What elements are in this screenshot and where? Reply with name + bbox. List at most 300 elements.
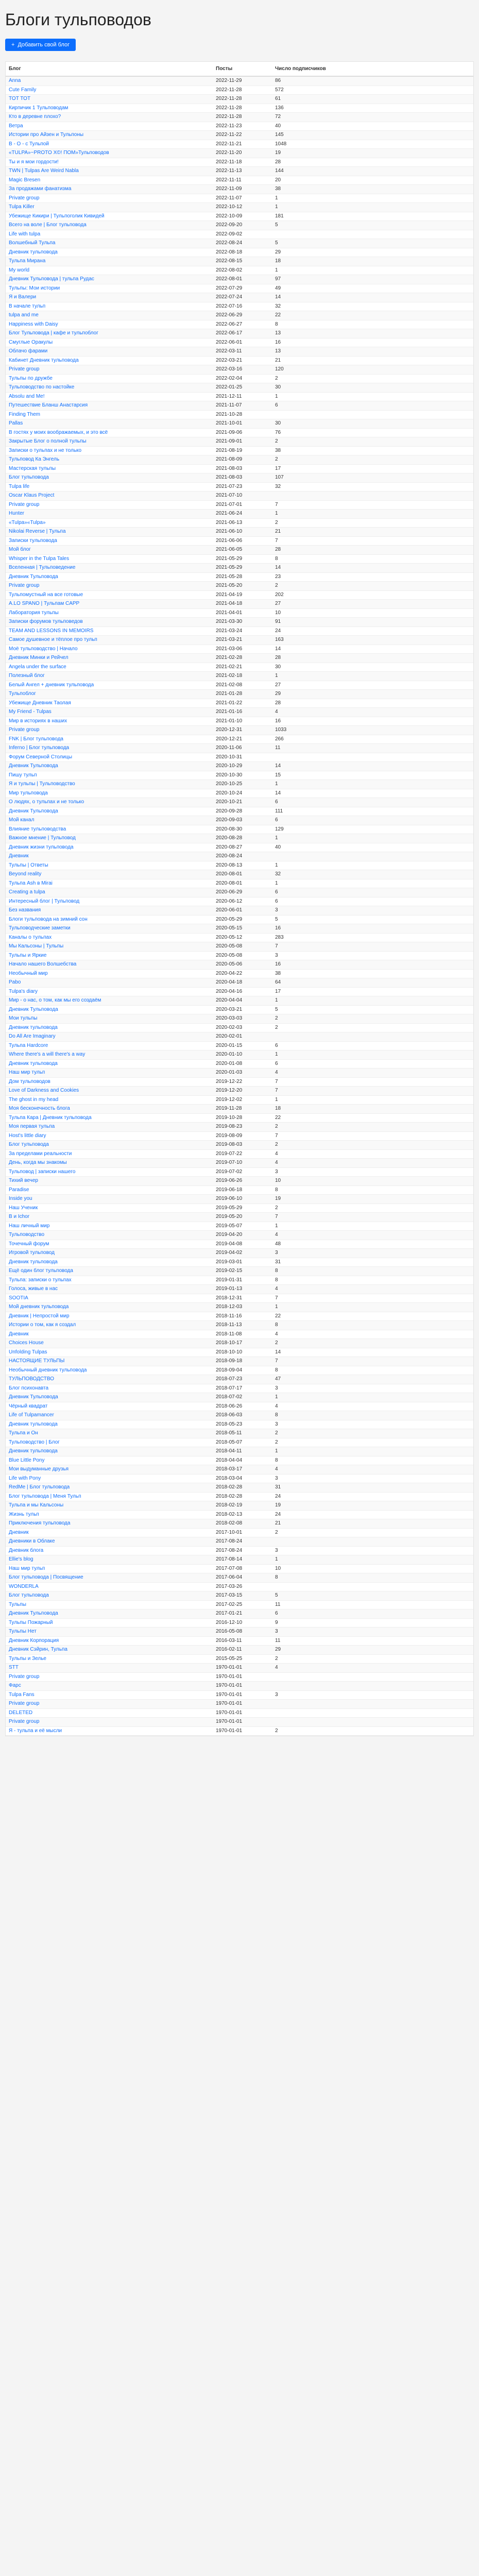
blog-link[interactable]: Голоса, живые в нас bbox=[9, 1286, 58, 1292]
last-post-date: 2018-10-10 bbox=[213, 1348, 272, 1357]
blog-link[interactable]: Волшебный Тульпа bbox=[9, 240, 56, 246]
last-post-date: 2022-11-29 bbox=[213, 76, 272, 86]
blog-link[interactable]: Тульпа Кара | Дневник тульповода bbox=[9, 1114, 92, 1121]
table-row bbox=[6, 1411, 473, 1420]
blog-name-cell bbox=[6, 582, 213, 591]
blog-link[interactable]: Наш мир тульп bbox=[9, 1565, 45, 1571]
blog-name-cell bbox=[6, 1303, 213, 1312]
last-post-date: 2017-08-14 bbox=[213, 1555, 272, 1565]
subscriber-count: 1 bbox=[272, 510, 473, 519]
blog-link[interactable]: Блог тульповода bbox=[9, 474, 49, 480]
blog-link[interactable]: Мой канал bbox=[9, 817, 35, 823]
column-header-posts[interactable]: Посты bbox=[213, 62, 272, 76]
blog-link[interactable]: Тульпоблог bbox=[9, 691, 36, 697]
last-post-date: 1970-01-01 bbox=[213, 1700, 272, 1709]
blog-link[interactable]: Дневник Тульповода bbox=[9, 808, 58, 814]
blog-link[interactable]: A.LO SPANO | Тульпам CAPP bbox=[9, 601, 80, 606]
blog-link[interactable]: Тульпы по дружбе bbox=[9, 375, 53, 381]
subscriber-count bbox=[272, 1708, 473, 1718]
blog-link[interactable]: Облачо фарами bbox=[9, 348, 48, 354]
blog-link[interactable]: Тульпа Мирана bbox=[9, 258, 46, 264]
blog-link[interactable]: Фарс bbox=[9, 1683, 21, 1688]
blog-link[interactable]: Тульповодство bbox=[9, 1232, 45, 1238]
blog-link[interactable]: Блог тульповода bbox=[9, 1592, 49, 1598]
blog-link[interactable]: Дневник тульповода bbox=[9, 1060, 58, 1066]
blog-link[interactable]: Блог тульповода bbox=[9, 1142, 49, 1147]
last-post-date: 2017-01-21 bbox=[213, 1609, 272, 1619]
table-row bbox=[6, 879, 473, 888]
blog-link[interactable]: Дневник жизни тульповода bbox=[9, 844, 74, 850]
blog-link[interactable]: Дневник bbox=[9, 853, 29, 859]
blog-link[interactable]: Мастерская тульпы bbox=[9, 465, 56, 471]
blog-link[interactable]: Интересный блог | Тульповод bbox=[9, 898, 80, 904]
subscriber-count: 136 bbox=[272, 104, 473, 113]
blog-link[interactable]: Ты и я мои гордости! bbox=[9, 159, 59, 165]
blog-name-cell bbox=[6, 347, 213, 357]
blog-link[interactable]: Тульповодство по настойке bbox=[9, 384, 75, 390]
blog-link[interactable]: Самое душевное и тёплое про тульп bbox=[9, 637, 97, 642]
blog-link[interactable]: Host's little diary bbox=[9, 1132, 46, 1139]
blog-link[interactable]: Тульпа Hardcore bbox=[9, 1042, 48, 1048]
subscriber-count: 20 bbox=[272, 176, 473, 185]
blog-link[interactable]: RedMe | Блог тульповода bbox=[9, 1484, 70, 1490]
subscriber-count: 8 bbox=[272, 1276, 473, 1285]
blog-link[interactable]: Жизнь тульп bbox=[9, 1511, 39, 1517]
last-post-date: 2021-09-01 bbox=[213, 437, 272, 447]
blog-name-cell bbox=[6, 1456, 213, 1465]
blog-link[interactable]: Мир тульповода bbox=[9, 790, 48, 796]
last-post-date: 2020-09-03 bbox=[213, 816, 272, 825]
blog-link[interactable]: FNK | Блог тульповода bbox=[9, 736, 63, 742]
blog-link[interactable]: Тульпа и Он bbox=[9, 1430, 38, 1436]
column-header-blog[interactable]: Блог bbox=[6, 62, 213, 76]
table-row bbox=[6, 383, 473, 393]
blog-link[interactable]: Тихий вечер bbox=[9, 1178, 38, 1183]
last-post-date: 2021-08-19 bbox=[213, 446, 272, 455]
blog-link[interactable]: Blue Little Pony bbox=[9, 1457, 45, 1463]
last-post-date: 2021-08-03 bbox=[213, 464, 272, 473]
blog-link[interactable]: Форум Северной Столицы bbox=[9, 754, 73, 760]
blog-link[interactable]: Anna bbox=[9, 78, 21, 83]
blog-link[interactable]: Дневник bbox=[9, 1331, 29, 1337]
blog-link[interactable]: Истории о том, как я создал bbox=[9, 1322, 76, 1328]
blog-link[interactable]: Я и тульпы | Тульповодство bbox=[9, 781, 75, 787]
blog-name-cell bbox=[6, 383, 213, 393]
blog-link[interactable]: В и Ichor bbox=[9, 1214, 30, 1219]
blog-link[interactable]: Мои выдуманные друзья bbox=[9, 1466, 69, 1472]
blog-name-cell bbox=[6, 1700, 213, 1709]
blog-link[interactable]: Paradise bbox=[9, 1187, 29, 1193]
blog-link[interactable]: Inferno | Блог тульповода bbox=[9, 745, 70, 751]
blog-link[interactable]: Private group bbox=[9, 195, 40, 201]
blog-link[interactable]: Вселенная | Тульповедение bbox=[9, 565, 76, 570]
blog-link[interactable]: Ещё один блог тульповода bbox=[9, 1268, 73, 1274]
last-post-date: 2019-12-20 bbox=[213, 1087, 272, 1096]
blog-link[interactable]: Полезный блог bbox=[9, 673, 45, 679]
blog-link[interactable]: Моё тульповодство | Начало bbox=[9, 646, 78, 652]
blog-link[interactable]: Наш Ученик bbox=[9, 1205, 38, 1211]
blog-link[interactable]: НАСТОЯЩИЕ ТУЛЬПЫ bbox=[9, 1358, 65, 1364]
blog-link[interactable]: Pallas bbox=[9, 420, 23, 426]
blog-link[interactable]: Life with tulpa bbox=[9, 231, 41, 237]
blog-link[interactable]: Ветра bbox=[9, 123, 23, 129]
blog-link[interactable]: Наш мир тульп bbox=[9, 1070, 45, 1075]
table-row bbox=[6, 518, 473, 528]
blog-link[interactable]: За продажами фанатизма bbox=[9, 186, 72, 192]
table-row bbox=[6, 618, 473, 627]
blog-link[interactable]: Мой блог bbox=[9, 547, 31, 552]
blog-link[interactable]: Мои тульпы bbox=[9, 1015, 38, 1021]
blog-link[interactable]: Choices House bbox=[9, 1340, 44, 1346]
blog-name-cell bbox=[6, 1618, 213, 1628]
blog-link[interactable]: Private group bbox=[9, 583, 40, 588]
blog-link[interactable]: TEAM AND LESSONS IN MEMOIRS bbox=[9, 628, 94, 634]
blog-link[interactable]: Точечный форум bbox=[9, 1241, 49, 1247]
blog-link[interactable]: WONDERLA bbox=[9, 1583, 39, 1589]
blog-link[interactable]: Дневник тульповода bbox=[9, 249, 58, 255]
blog-link[interactable]: Дом тульповодов bbox=[9, 1078, 50, 1084]
subscriber-count: 572 bbox=[272, 86, 473, 95]
blog-link[interactable]: Закрытые Блог о полной тульпы bbox=[9, 438, 87, 444]
subscriber-count: 18 bbox=[272, 1105, 473, 1114]
blog-link[interactable]: Моя первая тульпа bbox=[9, 1124, 55, 1129]
blog-link[interactable]: Дневник Тульповода bbox=[9, 573, 58, 580]
blog-link[interactable]: Смуглые Оракулы bbox=[9, 339, 53, 345]
blog-link[interactable]: Private group bbox=[9, 1673, 40, 1680]
blog-link[interactable]: Дневник Тульповода bbox=[9, 1611, 58, 1616]
last-post-date: 2020-12-31 bbox=[213, 726, 272, 735]
blog-link[interactable]: Дневник тульповода bbox=[9, 1421, 58, 1427]
blog-link[interactable]: Тульпа: записки о тульпах bbox=[9, 1277, 72, 1283]
last-post-date: 2019-05-20 bbox=[213, 1213, 272, 1222]
blog-link[interactable]: Белый Ангел + дневник тульповода bbox=[9, 682, 94, 688]
blog-name-cell bbox=[6, 510, 213, 519]
table-row bbox=[6, 996, 473, 1006]
blog-name-cell bbox=[6, 1141, 213, 1150]
blog-name-cell bbox=[6, 834, 213, 843]
blog-link[interactable]: Inside you bbox=[9, 1196, 32, 1201]
blog-link[interactable]: Дневник блога bbox=[9, 1547, 44, 1553]
last-post-date: 2020-03-03 bbox=[213, 1014, 272, 1024]
blog-link[interactable]: Дневник тульповода bbox=[9, 1448, 58, 1454]
table-row bbox=[6, 122, 473, 131]
blog-name-cell bbox=[6, 1708, 213, 1718]
blog-link[interactable]: My Friend - Tulpas bbox=[9, 709, 52, 715]
blog-link[interactable]: Дневник Корпорация bbox=[9, 1637, 59, 1643]
subscriber-count: 48 bbox=[272, 1240, 473, 1249]
blog-link[interactable]: Необычный дневник тульповода bbox=[9, 1367, 87, 1373]
blog-link[interactable]: «Tulpa»«Tulpa» bbox=[9, 519, 46, 526]
last-post-date: 2020-09-28 bbox=[213, 807, 272, 816]
blog-link[interactable]: Дневник | Непростой мир bbox=[9, 1313, 70, 1319]
blog-link[interactable]: Игровой тульповод bbox=[9, 1250, 55, 1256]
last-post-date: 2020-01-03 bbox=[213, 1069, 272, 1078]
blog-link[interactable]: Приключения тульповода bbox=[9, 1520, 71, 1526]
last-post-date: 2022-07-16 bbox=[213, 302, 272, 311]
last-post-date: 2020-08-28 bbox=[213, 834, 272, 843]
page-title: Блоги тульповодов bbox=[5, 10, 151, 29]
blog-link[interactable]: Убежище Кикири | Тульпоголик Кивидей bbox=[9, 213, 105, 219]
blog-link[interactable]: Дневник тульповода bbox=[9, 1259, 58, 1265]
subscriber-count: 111 bbox=[272, 807, 473, 816]
blog-link[interactable]: Pabo bbox=[9, 979, 21, 985]
blog-link[interactable]: Where there's a will there's a way bbox=[9, 1052, 85, 1057]
blog-link[interactable]: Блог тульповода | Меня Тульп bbox=[9, 1493, 81, 1499]
table-row bbox=[6, 221, 473, 230]
subscriber-count: 3 bbox=[272, 951, 473, 960]
blog-name-cell bbox=[6, 690, 213, 699]
blog-link[interactable]: Private group bbox=[9, 366, 40, 372]
blog-link[interactable]: Unfolding Tulpas bbox=[9, 1349, 47, 1355]
blog-link[interactable]: Чёрный квадрат bbox=[9, 1403, 48, 1409]
blog-link[interactable]: Необычный мир bbox=[9, 970, 48, 976]
blog-name-cell bbox=[6, 492, 213, 501]
blog-link[interactable]: Дневник тульповода bbox=[9, 1024, 58, 1030]
subscriber-count: 1 bbox=[272, 1222, 473, 1231]
blog-name-cell bbox=[6, 1177, 213, 1186]
blog-name-cell bbox=[6, 942, 213, 952]
blog-link[interactable]: Private group bbox=[9, 501, 40, 507]
subscriber-count: 23 bbox=[272, 572, 473, 582]
blog-link[interactable]: Блоги тульповода на зимний сон bbox=[9, 916, 88, 922]
blog-link[interactable]: В - О - с Тульпой bbox=[9, 141, 49, 147]
blog-link[interactable]: Убежище Дневник Таолая bbox=[9, 700, 71, 706]
last-post-date: 2016-12-10 bbox=[213, 1618, 272, 1628]
blog-link[interactable]: Влияние тульповодства bbox=[9, 826, 66, 832]
blog-link[interactable]: Путешествие Бланш Анастарсия bbox=[9, 402, 88, 408]
blog-name-cell bbox=[6, 1537, 213, 1547]
blog-name-cell bbox=[6, 572, 213, 582]
blog-link[interactable]: Важное мнение | Тульповод bbox=[9, 835, 76, 841]
blog-link[interactable]: Дневник Тульповода bbox=[9, 763, 58, 769]
last-post-date: 2021-07-01 bbox=[213, 500, 272, 510]
table-row bbox=[6, 1718, 473, 1727]
blog-link[interactable]: Ellie's blog bbox=[9, 1556, 33, 1562]
blog-link[interactable]: SOOTIA bbox=[9, 1295, 28, 1301]
blog-name-cell bbox=[6, 419, 213, 429]
last-post-date: 2019-06-18 bbox=[213, 1185, 272, 1195]
blog-link[interactable]: Дневник Тульповода bbox=[9, 1006, 58, 1012]
last-post-date: 2021-02-21 bbox=[213, 663, 272, 672]
table-row bbox=[6, 1231, 473, 1240]
table-row bbox=[6, 1204, 473, 1213]
blog-link[interactable]: Дневник Минки и Рейчел bbox=[9, 655, 69, 660]
subscriber-count: 1 bbox=[272, 834, 473, 843]
blog-name-cell bbox=[6, 762, 213, 771]
blog-link[interactable]: Блог Тульповода | кафе и тульпоблог bbox=[9, 330, 98, 336]
blog-link[interactable]: Мой дневник тульповода bbox=[9, 1304, 69, 1310]
blog-link[interactable]: Кто в деревне плохо? bbox=[9, 114, 61, 120]
blog-link[interactable]: Love of Darkness and Cookies bbox=[9, 1088, 79, 1093]
blog-link[interactable]: Private group bbox=[9, 1719, 40, 1724]
blog-link[interactable]: Тульпы | Ответы bbox=[9, 862, 48, 868]
blog-link[interactable]: My world bbox=[9, 267, 30, 273]
blog-link[interactable]: Моя бесконечность блога bbox=[9, 1106, 70, 1111]
blog-link[interactable]: Записки тульповода bbox=[9, 537, 57, 544]
blog-link[interactable]: Мир в историях в наших bbox=[9, 718, 67, 724]
subscriber-count: 5 bbox=[272, 1005, 473, 1014]
last-post-date: 2018-02-13 bbox=[213, 1510, 272, 1519]
blog-link[interactable]: DELETED bbox=[9, 1709, 33, 1716]
subscriber-count: 7 bbox=[272, 1357, 473, 1366]
blog-link[interactable]: Finding Them bbox=[9, 411, 40, 417]
blog-link[interactable]: Тульпы и Зелье bbox=[9, 1655, 46, 1662]
blog-link[interactable]: Начало нашего Волшебства bbox=[9, 961, 77, 967]
blog-link[interactable]: Absolu and Me! bbox=[9, 393, 45, 399]
blog-link[interactable]: Nikolai Reverse | Тульпа bbox=[9, 529, 66, 534]
column-header-subscribers[interactable]: Число подписчиков bbox=[272, 62, 473, 76]
table-row bbox=[6, 311, 473, 320]
blog-link[interactable]: TWN | Tulpas Are Weird Nabla bbox=[9, 168, 79, 174]
blog-link[interactable]: Дневник Сэйрин, Тульпа bbox=[9, 1647, 67, 1652]
blog-link[interactable]: STT bbox=[9, 1665, 19, 1670]
blog-link[interactable]: Private group bbox=[9, 1701, 40, 1706]
blog-link[interactable]: В начале тульп bbox=[9, 303, 46, 309]
blog-link[interactable]: За пределами реальности bbox=[9, 1150, 72, 1157]
blog-link[interactable]: Записки о тульпах и не только bbox=[9, 447, 82, 453]
blog-name-cell bbox=[6, 608, 213, 618]
blog-link[interactable]: Мир - о нас, о том, как мы его создаём bbox=[9, 997, 101, 1003]
blog-link[interactable]: Всего на воле | Блог тульповода bbox=[9, 222, 87, 228]
subscriber-count: 1 bbox=[272, 672, 473, 681]
blog-name-cell bbox=[6, 1546, 213, 1555]
add-blog-button[interactable] bbox=[5, 39, 76, 51]
last-post-date: 2015-05-25 bbox=[213, 1654, 272, 1664]
blog-link[interactable]: Тульпомустный на все готовые bbox=[9, 591, 83, 598]
subscriber-count: 32 bbox=[272, 870, 473, 879]
blog-link[interactable]: TOT TOT bbox=[9, 96, 31, 101]
blog-link[interactable]: Cute Family bbox=[9, 87, 37, 93]
blog-link[interactable]: Private group bbox=[9, 727, 40, 733]
blog-link[interactable]: Тульповод Ка Энгель bbox=[9, 456, 60, 462]
table-row bbox=[6, 104, 473, 113]
last-post-date: 2020-10-21 bbox=[213, 798, 272, 807]
blog-link[interactable]: Кабинет Дневник тульповода bbox=[9, 357, 79, 363]
table-row bbox=[6, 293, 473, 302]
last-post-date: 2022-08-01 bbox=[213, 275, 272, 284]
blog-link[interactable]: О людях, о тульпах и не только bbox=[9, 799, 84, 805]
blog-link[interactable]: Тульпы bbox=[9, 1601, 26, 1607]
table-row bbox=[6, 194, 473, 203]
blog-name-cell bbox=[6, 1285, 213, 1294]
blog-link[interactable]: Oscar Klaus Project bbox=[9, 493, 55, 498]
blog-link[interactable]: Кирпичик 1 Тульповодам bbox=[9, 105, 69, 111]
table-row bbox=[6, 672, 473, 681]
blog-link[interactable]: Мы Кальсоны | Тульпы bbox=[9, 943, 64, 949]
last-post-date: 2017-07-08 bbox=[213, 1564, 272, 1573]
blog-link[interactable]: В гостях у моих воображаемых, и это всё bbox=[9, 429, 108, 435]
table-row bbox=[6, 960, 473, 970]
blog-link[interactable]: Life with Pony bbox=[9, 1475, 41, 1481]
blog-link[interactable]: Истории про Айзен и Тульпоны bbox=[9, 132, 84, 138]
last-post-date: 2022-11-11 bbox=[213, 176, 272, 185]
blog-link[interactable]: Do All Are Imaginary bbox=[9, 1033, 56, 1039]
blog-link[interactable]: Дневник bbox=[9, 1529, 29, 1535]
last-post-date: 2022-11-22 bbox=[213, 131, 272, 140]
subscriber-count: 30 bbox=[272, 383, 473, 393]
blog-link[interactable]: Наш личный мир bbox=[9, 1223, 50, 1229]
last-post-date: 2018-09-04 bbox=[213, 1366, 272, 1375]
blog-link[interactable]: Дневник Тульповода | тульпа Рудас bbox=[9, 276, 94, 282]
blog-name-cell bbox=[6, 1330, 213, 1339]
blog-name-cell bbox=[6, 1032, 213, 1042]
blog-link[interactable]: Пишу тульп bbox=[9, 772, 37, 778]
blog-link[interactable]: Тульпа и мы Кальсоны bbox=[9, 1502, 64, 1508]
blog-link[interactable]: Life of Tulpamancer bbox=[9, 1412, 54, 1418]
blog-link[interactable]: Я - тульпа и её мысли bbox=[9, 1727, 62, 1734]
blog-link[interactable]: Angela under the surface bbox=[9, 664, 66, 670]
subscriber-count: 3 bbox=[272, 1167, 473, 1177]
table-row bbox=[6, 266, 473, 275]
blog-name-cell bbox=[6, 1474, 213, 1483]
table-row bbox=[6, 1330, 473, 1339]
blog-link[interactable]: Tulpa life bbox=[9, 483, 30, 489]
blog-name-cell bbox=[6, 500, 213, 510]
blog-link[interactable]: Creating a tulpa bbox=[9, 889, 45, 895]
blog-link[interactable]: Тульпы: Мои истории bbox=[9, 285, 60, 291]
blog-link[interactable]: Дневник Тульповода bbox=[9, 1394, 58, 1400]
blog-link[interactable]: Happiness with Daisy bbox=[9, 321, 58, 327]
blog-link[interactable]: Тульпа Ash в Mirai bbox=[9, 880, 53, 886]
last-post-date: 2020-10-31 bbox=[213, 753, 272, 762]
blog-link[interactable]: Tulpa Fans bbox=[9, 1691, 35, 1698]
blog-link[interactable]: Magic Bresen bbox=[9, 177, 41, 183]
blog-link[interactable]: Тульповодство | Блог bbox=[9, 1439, 60, 1445]
blog-link[interactable]: Лаборатория тульпы bbox=[9, 609, 59, 616]
blog-link[interactable]: Тульпы Пожарный bbox=[9, 1619, 53, 1625]
last-post-date: 2021-06-06 bbox=[213, 536, 272, 546]
table-row bbox=[6, 1456, 473, 1465]
blog-link[interactable]: The ghost in my head bbox=[9, 1096, 59, 1103]
blog-link[interactable]: Whisper in the Tulpa Tales bbox=[9, 555, 70, 562]
blog-link[interactable]: Beyond reality bbox=[9, 871, 42, 877]
blog-link[interactable]: Тульповод | записки нашего bbox=[9, 1168, 76, 1175]
blog-name-cell bbox=[6, 320, 213, 329]
subscriber-count: 29 bbox=[272, 248, 473, 257]
subscriber-count: 2 bbox=[272, 374, 473, 383]
blog-name-cell bbox=[6, 1069, 213, 1078]
blog-link[interactable]: ТУЛЬПОВОДСТВО bbox=[9, 1376, 55, 1382]
blog-name-cell bbox=[6, 1528, 213, 1537]
blog-link[interactable]: Тульпы Нет bbox=[9, 1629, 37, 1634]
blog-name-cell bbox=[6, 1366, 213, 1375]
table-row bbox=[6, 1438, 473, 1447]
last-post-date: 2021-02-18 bbox=[213, 672, 272, 681]
blog-link[interactable]: День, когда мы знакомы bbox=[9, 1160, 67, 1165]
table-row bbox=[6, 428, 473, 437]
subscriber-count: 7 bbox=[272, 1087, 473, 1096]
blog-link[interactable]: Блог психонавта bbox=[9, 1385, 49, 1391]
subscriber-count: 21 bbox=[272, 1519, 473, 1529]
last-post-date: 2019-06-10 bbox=[213, 1195, 272, 1204]
subscriber-count: 24 bbox=[272, 1492, 473, 1501]
blog-link[interactable]: tulpa and me bbox=[9, 312, 39, 318]
blog-link[interactable]: Каналы о тульпах bbox=[9, 934, 52, 940]
blog-link[interactable]: Tulpa Killer bbox=[9, 204, 35, 210]
blog-link[interactable]: Я и Валери bbox=[9, 294, 37, 300]
last-post-date: 2019-07-02 bbox=[213, 1167, 272, 1177]
blog-link[interactable]: Tulpa's diary bbox=[9, 988, 38, 994]
blog-link[interactable]: Тульпы и Яркие bbox=[9, 952, 47, 958]
blog-link[interactable]: Записки форумов тульповедов bbox=[9, 619, 83, 624]
blog-link[interactable]: Hunter bbox=[9, 511, 25, 516]
blog-link[interactable]: Блог тульповода | Посвящение bbox=[9, 1574, 83, 1580]
blog-link[interactable]: Тульповодческие заметки bbox=[9, 925, 71, 931]
blog-link[interactable]: Дневники в Облаке bbox=[9, 1538, 55, 1544]
blog-name-cell bbox=[6, 798, 213, 807]
blog-link[interactable]: Без названия bbox=[9, 907, 41, 913]
blog-link[interactable]: «TULPA»~PROTO X©! ПОМ»Тульповодов bbox=[9, 150, 109, 156]
